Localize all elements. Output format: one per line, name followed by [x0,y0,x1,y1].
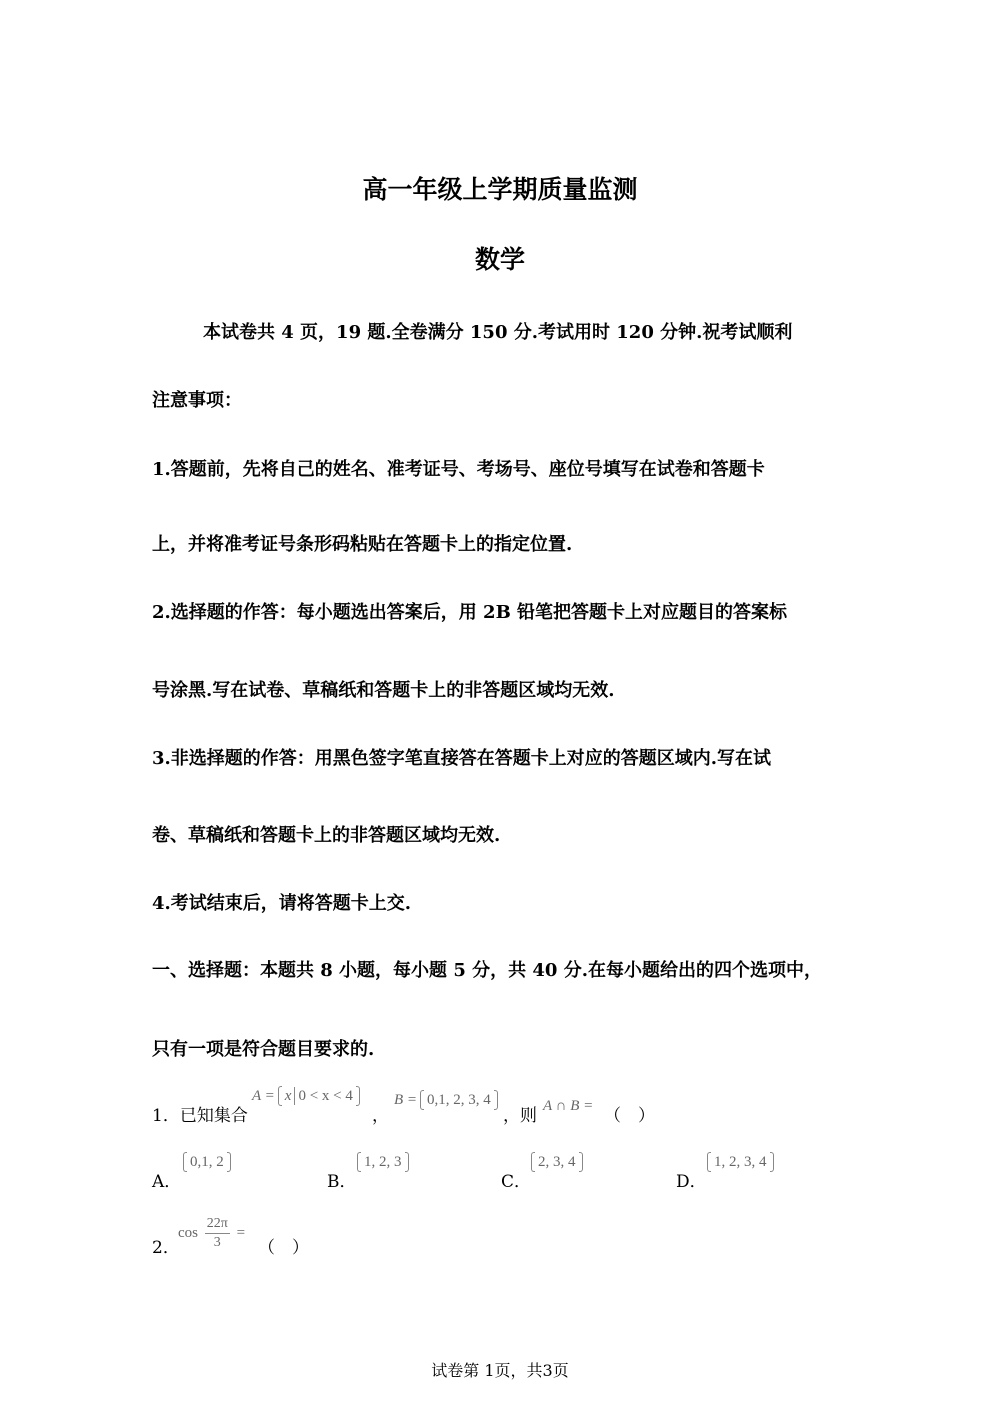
q1-comma: ， [372,1106,389,1126]
set-a-condition: 0 < x < 4 [298,1087,353,1104]
exam-title: 高一年级上学期质量监测 [362,175,638,204]
section1-intro-line1: 一、选择题：本题共 8 小题，每小题 5 分，共 40 分.在每小题给出的四个选项中， [152,960,822,981]
right-brace-icon [579,1152,583,1172]
fraction [205,1217,230,1250]
q1-set-a [252,1086,363,1106]
right-brace-icon [405,1152,409,1172]
q1-answer-blank: （ ） [604,1106,655,1126]
set-b-lhs: B = [394,1091,418,1108]
notice-line: 4.考试结束后，请将答题卡上交. [152,893,412,914]
right-brace-icon [770,1152,774,1172]
notice-line: 号涂黑.写在试卷、草稿纸和答题卡上的非答题区域均无效. [152,680,615,701]
page-footer: 试卷第 1页，共3页 [431,1361,569,1380]
left-brace-icon [357,1152,361,1172]
option-a-value: 0,1, 2 [190,1153,224,1170]
q1-option-a [180,1152,234,1177]
set-b-elements: 0,1, 2, 3, 4 [427,1091,491,1108]
q1-option-c [528,1152,586,1177]
set-a-lhs: A = [252,1087,275,1104]
q1-option-b [354,1152,412,1177]
q1-option-c-label: C． [501,1172,532,1192]
notice-line: 卷、草稿纸和答题卡上的非答题区域均无效. [152,825,501,846]
set-divider-icon [294,1087,295,1105]
notice-heading: 注意事项： [152,390,242,411]
q2-expression [178,1217,245,1250]
subject-title: 数学 [474,245,525,274]
right-brace-icon [227,1152,231,1172]
q1-set-b [394,1090,501,1110]
left-brace-icon [278,1086,282,1106]
option-b-value: 1, 2, 3 [364,1153,402,1170]
right-brace-icon [494,1090,498,1110]
left-brace-icon [183,1152,187,1172]
q1-option-d [704,1152,777,1177]
notice-line: 1.答题前，先将自己的姓名、准考证号、考场号、座位号填写在试卷和答题卡 [152,459,765,480]
exam-intro: 本试卷共 4 页，19 题.全卷满分 150 分.考试用时 120 分钟.祝考试顺利 [203,322,793,343]
cos-function: cos [178,1224,198,1241]
option-d-value: 1, 2, 3, 4 [714,1153,767,1170]
q1-option-d-label: D． [676,1172,707,1192]
equals-sign: = [236,1224,246,1241]
intersection-expression: A ∩ B = [543,1098,594,1114]
left-brace-icon [420,1090,424,1110]
set-a-var: x [284,1087,292,1104]
fraction-denominator: 3 [213,1235,221,1250]
q1-prefix: 1．已知集合 [152,1106,248,1126]
notice-line: 3.非选择题的作答：用黑色签字笔直接答在答题卡上对应的答题区域内.写在试 [152,748,772,769]
fraction-numerator: 22π [205,1217,230,1234]
right-brace-icon [356,1086,360,1106]
notice-line: 上，并将准考证号条形码粘贴在答题卡上的指定位置. [152,534,573,555]
section1-intro-line2: 只有一项是符合题目要求的. [152,1039,375,1060]
q1-expression [543,1098,593,1115]
q2-answer-blank: （ ） [258,1238,309,1258]
notice-line: 2.选择题的作答：每小题选出答案后，用 2B 铅笔把答题卡上对应题目的答案标 [152,602,788,623]
q1-option-a-label: A． [152,1172,182,1192]
option-c-value: 2, 3, 4 [538,1153,576,1170]
left-brace-icon [707,1152,711,1172]
q1-then: ，则 [503,1106,537,1126]
left-brace-icon [531,1152,535,1172]
q2-prefix: 2． [152,1238,180,1258]
q1-option-b-label: B． [327,1172,357,1192]
